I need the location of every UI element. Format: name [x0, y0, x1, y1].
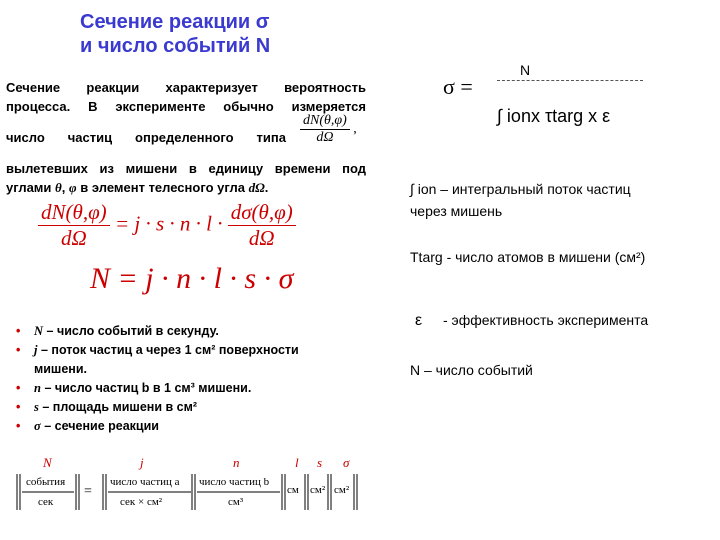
title-line-2: и число событий N: [80, 35, 271, 57]
eq1-right: = j · s · n · l ·: [114, 211, 223, 236]
period: .: [264, 180, 269, 195]
unit-sym-n: n: [233, 455, 240, 470]
eq1-dOmega: dΩ: [38, 225, 110, 251]
epsilon-description: - эффективность эксперимента: [443, 312, 649, 328]
unit-events: события: [26, 476, 66, 488]
unit-sym-l: l: [295, 455, 299, 470]
intro-paragraph: [6, 78, 366, 116]
unit-eq: =: [84, 484, 92, 499]
eq1-dsigma: dσ(θ,φ): [230, 200, 293, 224]
unit-sec-cm2: сек × см²: [120, 496, 163, 508]
title-line-1: Сечение реакции σ: [80, 11, 270, 33]
dN-dOmega-fraction: [300, 113, 357, 146]
para-line-5-row: [6, 178, 386, 197]
dN-numerator: dN(θ,φ): [303, 113, 347, 128]
sigma-eq: σ =: [443, 74, 473, 99]
bullet-n: • n – число частиц b в 1 см³ мишени.: [16, 379, 376, 398]
bullet-j-cont: мишени.: [34, 362, 88, 376]
bullet-N: • N – число событий в секунду.: [16, 322, 376, 341]
unit-particles-b: число частиц b: [199, 476, 270, 488]
formula-denominator: ∫ ionx τtarg x ε: [497, 106, 611, 126]
tau-description: Ttarg - число атомов в мишени (см²): [410, 249, 646, 265]
formula-dashed-line: [497, 80, 643, 81]
eq1-dOmega-2: dΩ: [228, 225, 296, 251]
unit-equation: [14, 472, 366, 512]
formula-numerator: N: [520, 62, 531, 78]
page-title: [80, 10, 330, 58]
unit-cm2-b: см²: [334, 484, 350, 496]
dOmega-symbol: dΩ: [248, 180, 265, 195]
events-description: N – число событий: [410, 362, 533, 378]
bullet-list: [16, 322, 376, 436]
unit-sec: сек: [38, 496, 54, 508]
para-line-2: процесса. В эксперименте обычно измеряется: [6, 99, 366, 114]
integral-description: [410, 178, 631, 222]
para-line-3: число частиц определенного типа: [6, 130, 286, 145]
integral-line-2: через мишень: [410, 203, 503, 219]
para-line-3-row: [6, 128, 286, 147]
para-line-4: вылетевших из мишени в единицу времени под: [6, 161, 366, 176]
integral-line-1: ∫ ion – интегральный поток частиц: [410, 181, 631, 197]
eq1-dN: dN(θ,φ): [41, 200, 107, 224]
comma-mark: ,: [353, 121, 357, 137]
para-line-4-row: [6, 159, 366, 178]
bullet-sigma: • σ – сечение реакции: [16, 417, 376, 436]
para-line-5b: в элемент телесного угла: [80, 180, 245, 195]
para-line-5a: углами: [6, 180, 52, 195]
phi-symbol: φ: [69, 180, 77, 195]
dOmega-denominator: dΩ: [300, 129, 350, 146]
bullet-j: • j – поток частиц а через 1 см² поверхности: [16, 341, 376, 360]
unit-cm3: см³: [228, 496, 244, 508]
unit-sym-s: s: [317, 455, 323, 470]
unit-particles-a: число частиц a: [110, 476, 180, 488]
unit-symbols: [0, 455, 380, 471]
bullet-s: • s – площадь мишени в см²: [16, 398, 376, 417]
para-line-1: Сечение реакции характеризует вероятность: [6, 80, 366, 95]
unit-cm2: см²: [310, 484, 326, 496]
unit-sym-j: j: [140, 455, 144, 470]
comma: ,: [61, 180, 66, 195]
unit-sym-sigma: σ: [343, 455, 350, 470]
events-equation: N = j · n · l · s · σ: [90, 262, 294, 295]
unit-cm: см: [287, 484, 299, 496]
cross-section-equation: [38, 200, 296, 251]
epsilon-symbol: ε: [415, 312, 423, 329]
unit-sym-N: N: [43, 455, 52, 470]
theta-symbol: θ: [55, 180, 62, 195]
